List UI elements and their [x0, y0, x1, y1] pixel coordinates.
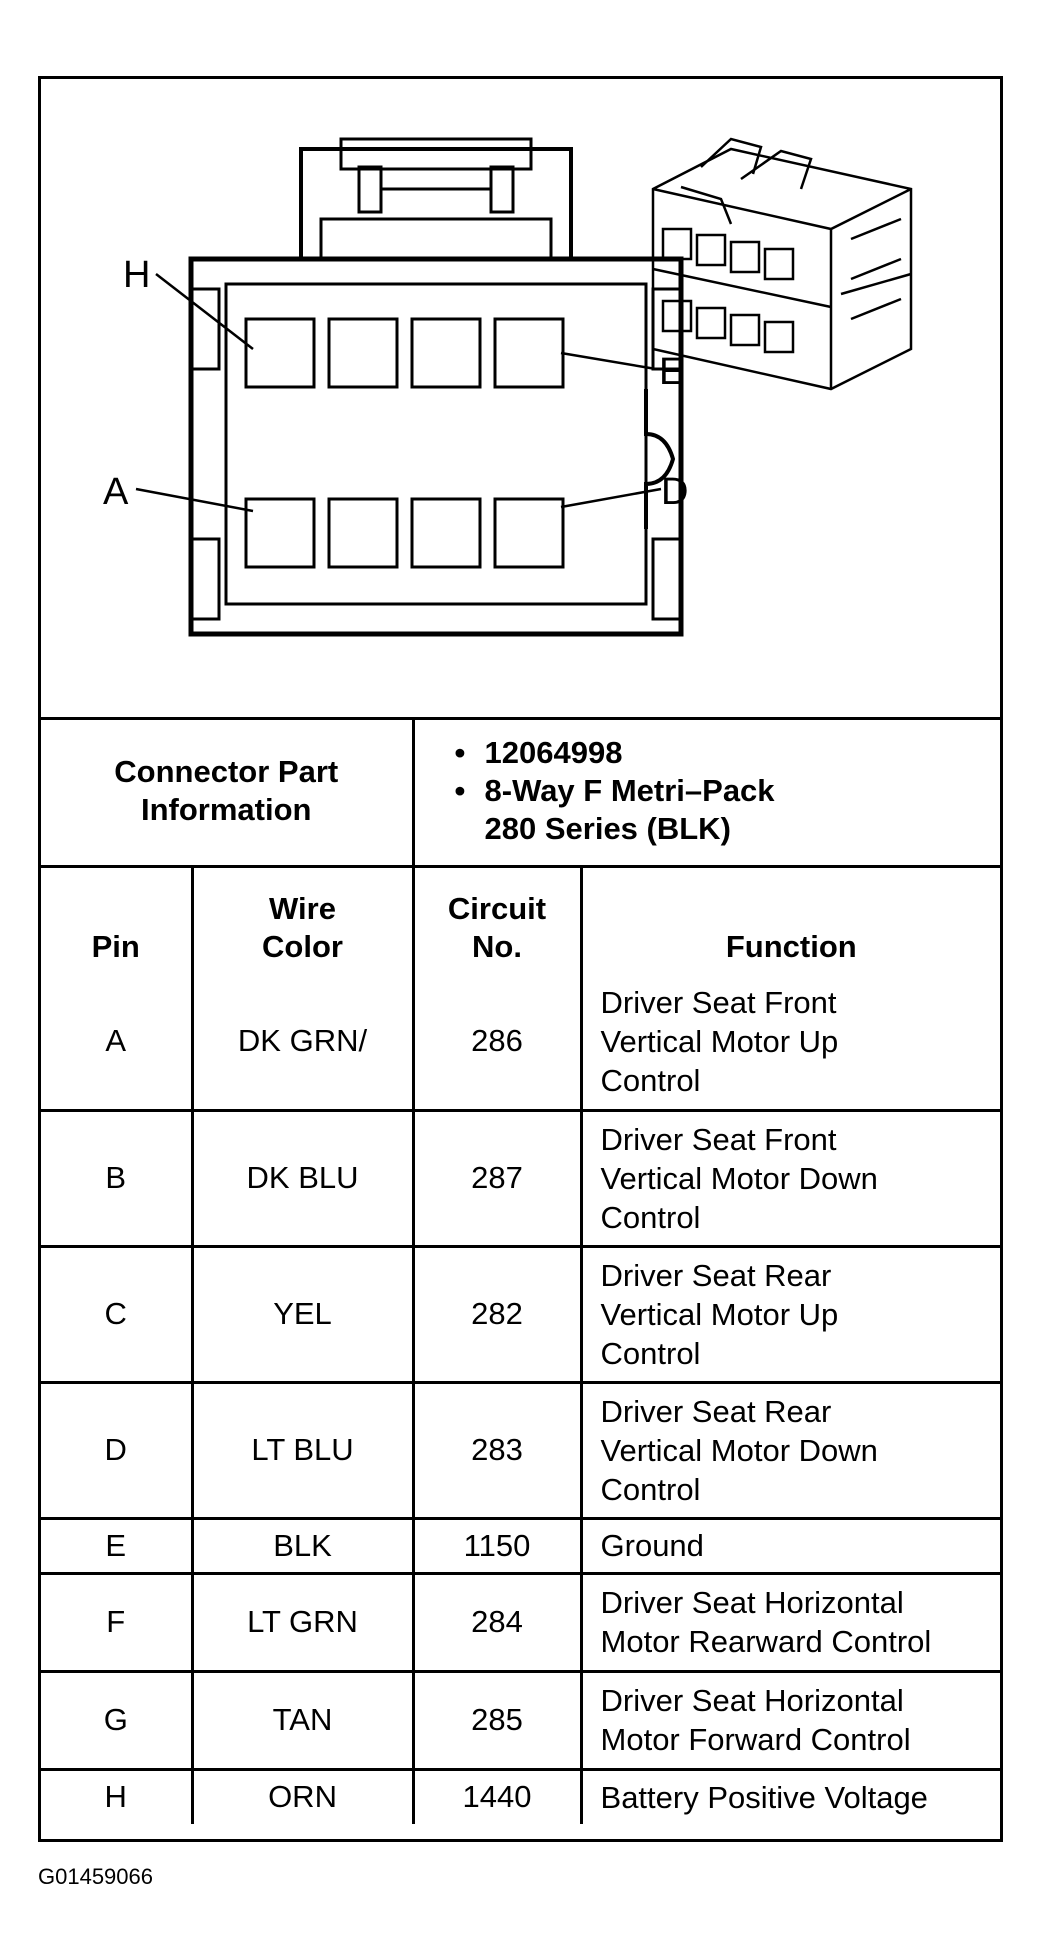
function-line: Control: [600, 1199, 701, 1235]
function-cell: [581, 1110, 1000, 1246]
pin-label-a: A: [103, 471, 129, 513]
connector-diagram-panel: [41, 79, 1000, 720]
cavity-row-top: [246, 319, 563, 387]
table-row: [41, 1671, 1000, 1769]
pin-label-e: E: [659, 351, 685, 393]
function-line: Vertical Motor Up: [600, 1296, 839, 1332]
header-wire-line1: Wire: [269, 891, 336, 926]
table-row: [41, 1518, 1000, 1573]
function-cell: [581, 974, 1000, 1110]
pinout-table: [41, 717, 1000, 1824]
table-row: [41, 1246, 1000, 1382]
pinout-rows: [41, 974, 1000, 1824]
function-line: Driver Seat Horizontal: [600, 1585, 904, 1620]
table-header-row: [41, 867, 1000, 975]
connector-info-list: [415, 734, 1001, 848]
pin-label-h: H: [123, 254, 151, 296]
function-line: Ground: [600, 1528, 704, 1563]
function-cell: [581, 1671, 1000, 1769]
connector-info-details: [413, 717, 1000, 867]
connector-face-drawing: [41, 79, 1000, 717]
function-cell: [581, 1518, 1000, 1573]
wire-color-cell: ORN: [192, 1769, 413, 1824]
connector-figure: [38, 76, 1003, 1842]
wire-color-cell: DK GRN/: [192, 974, 413, 1110]
circuit-number-cell: 286: [413, 974, 581, 1110]
pin-cell: C: [41, 1246, 192, 1382]
header-wire-line2: Color: [262, 929, 343, 964]
table-row: [41, 1110, 1000, 1246]
connector-body: [191, 259, 681, 634]
function-cell: [581, 1573, 1000, 1671]
function-line: Motor Forward Control: [600, 1722, 911, 1757]
circuit-number-cell: 283: [413, 1382, 581, 1518]
connector-part-number: • 12064998: [455, 734, 1001, 772]
pin-cell: E: [41, 1518, 192, 1573]
connector-isometric-view: [653, 139, 911, 389]
function-cell: [581, 1382, 1000, 1518]
table-row: [41, 974, 1000, 1110]
wire-color-cell: BLK: [192, 1518, 413, 1573]
pin-cell: D: [41, 1382, 192, 1518]
table-row: [41, 1769, 1000, 1824]
function-line: Control: [600, 1335, 701, 1371]
table-row: [41, 1382, 1000, 1518]
pin-cell: G: [41, 1671, 192, 1769]
wire-color-cell: LT BLU: [192, 1382, 413, 1518]
connector-info-title: [41, 717, 413, 867]
wire-color-cell: YEL: [192, 1246, 413, 1382]
header-circuit-line1: Circuit: [447, 891, 547, 926]
circuit-number-cell: 282: [413, 1246, 581, 1382]
circuit-number-cell: 1150: [413, 1518, 581, 1573]
cavity-row-bottom: [246, 499, 563, 567]
figure-id: G01459066: [38, 1864, 153, 1889]
function-line: Driver Seat Horizontal: [600, 1683, 904, 1718]
function-line: Vertical Motor Down: [600, 1160, 878, 1196]
function-line: Driver Seat Rear: [600, 1257, 832, 1293]
wire-color-cell: DK BLU: [192, 1110, 413, 1246]
pin-cell: A: [41, 974, 192, 1110]
connector-type: [455, 772, 1001, 848]
function-line: Driver Seat Front: [600, 984, 837, 1020]
circuit-number-cell: 285: [413, 1671, 581, 1769]
pin-label-d: D: [661, 471, 689, 513]
wire-color-cell: LT GRN: [192, 1573, 413, 1671]
header-circuit-line2: No.: [472, 929, 522, 964]
table-row: [41, 1573, 1000, 1671]
header-wire-color: [192, 867, 413, 975]
function-line: Battery Positive Voltage: [600, 1779, 928, 1815]
connector-info-row: [41, 717, 1000, 867]
circuit-number-cell: 284: [413, 1573, 581, 1671]
function-cell: [581, 1246, 1000, 1382]
pin-cell: H: [41, 1769, 192, 1824]
function-cell: [581, 1769, 1000, 1824]
circuit-number-cell: 1440: [413, 1769, 581, 1824]
function-line: Vertical Motor Down: [600, 1432, 878, 1468]
header-circuit-no: [413, 867, 581, 975]
connector-type-line1: 8-Way F Metri–Pack: [484, 773, 775, 808]
connector-info-title-line1: Connector Part: [114, 754, 339, 789]
function-line: Control: [600, 1471, 701, 1507]
header-function: Function: [581, 867, 1000, 975]
pin-cell: B: [41, 1110, 192, 1246]
leader-lines: [136, 274, 661, 511]
pin-cell: F: [41, 1573, 192, 1671]
function-line: Vertical Motor Up: [600, 1023, 839, 1059]
function-line: Control: [600, 1062, 701, 1098]
connector-info-title-line2: Information: [141, 792, 312, 827]
wire-color-cell: TAN: [192, 1671, 413, 1769]
connector-latch: [301, 139, 571, 259]
function-line: Driver Seat Rear: [600, 1393, 832, 1429]
connector-type-line2: 280 Series (BLK): [484, 811, 731, 846]
function-line: Driver Seat Front: [600, 1121, 837, 1157]
header-pin: Pin: [41, 867, 192, 975]
circuit-number-cell: 287: [413, 1110, 581, 1246]
function-line: Motor Rearward Control: [600, 1624, 932, 1659]
